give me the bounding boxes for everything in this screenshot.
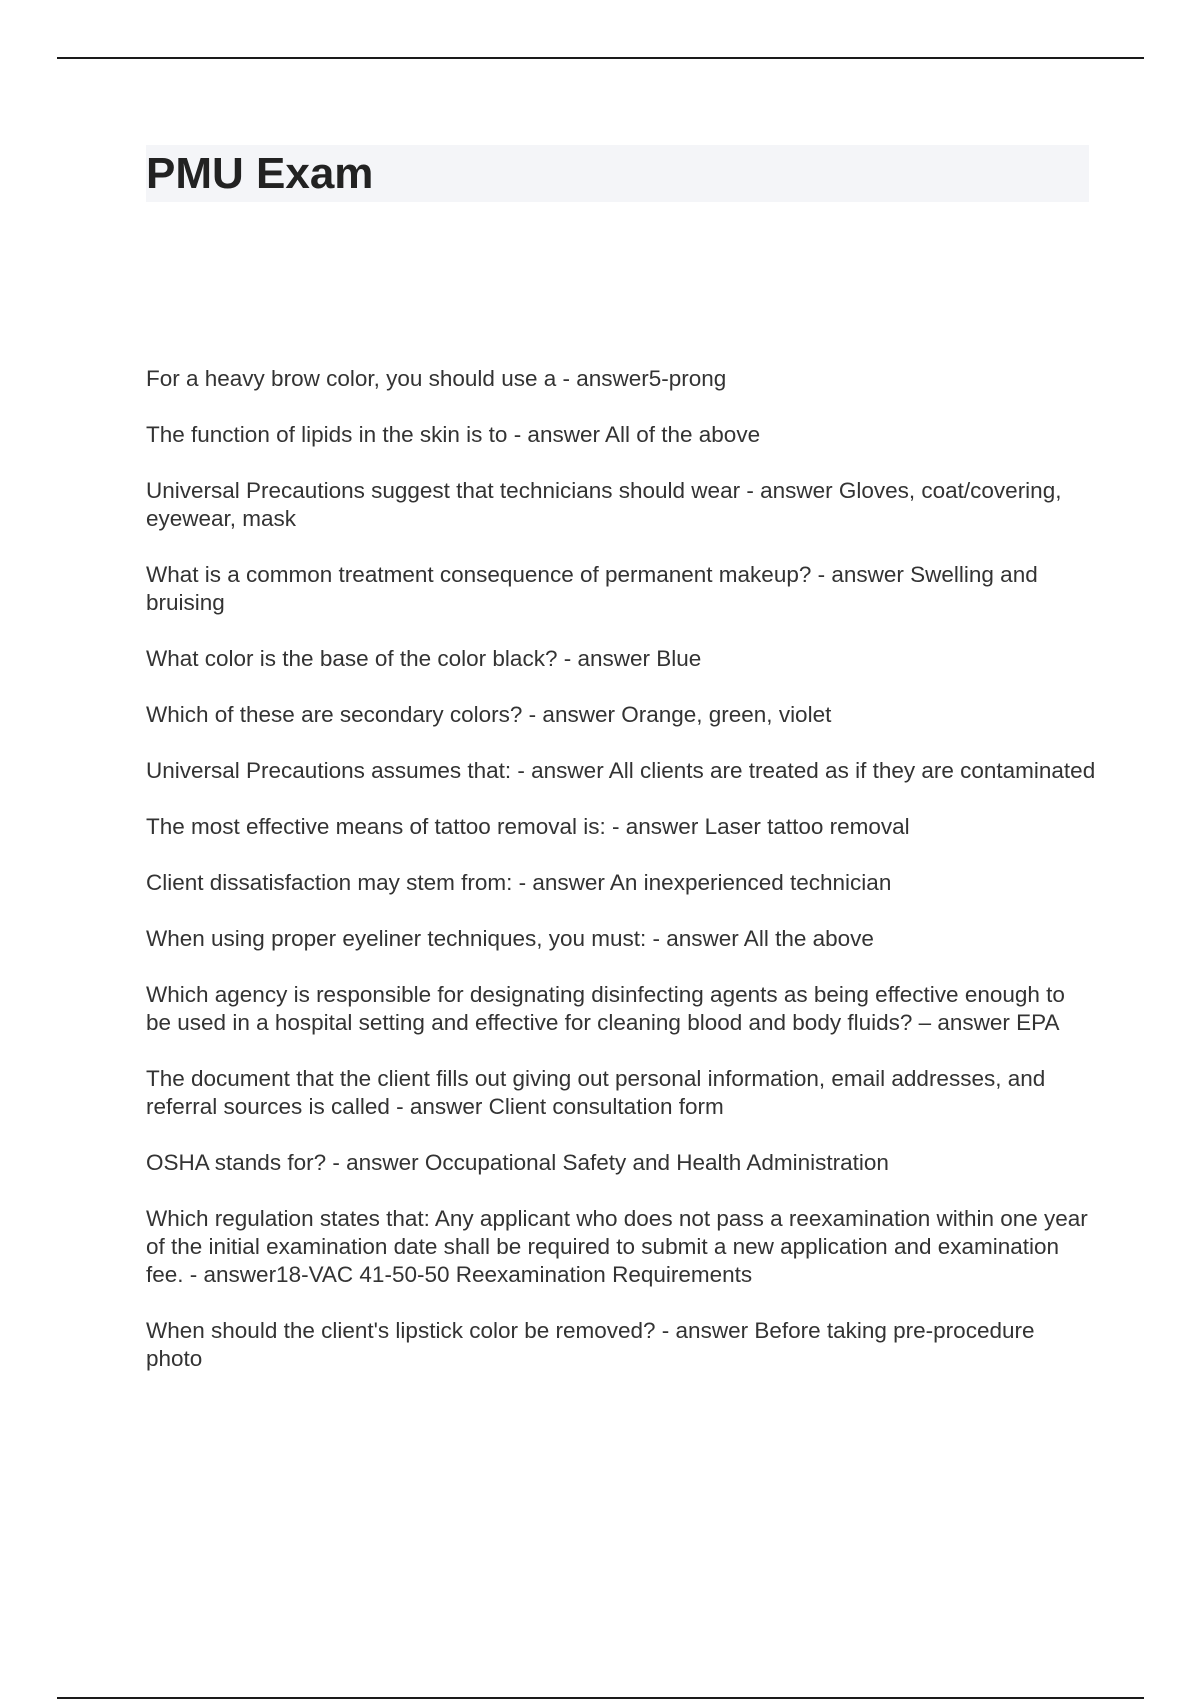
qa-item: Client dissatisfaction may stem from: - answer An inexperienced technician: [146, 870, 892, 895]
qa-item: When using proper eyeliner techniques, you must: - answer All the above: [146, 926, 874, 951]
page-title: PMU Exam: [146, 149, 374, 198]
top-rule: [57, 57, 1144, 59]
qa-item: What color is the base of the color black? - answer Blue: [146, 646, 702, 671]
qa-item: Universal Precautions assumes that: - answer All clients are treated as if they are contaminated: [146, 758, 1096, 783]
qa-item: Universal Precautions suggest that technicians should wear - answer Gloves, coat/covering, eyewear, mask: [146, 478, 1062, 531]
qa-item: When should the client's lipstick color be removed? - answer Before taking pre-procedure photo: [146, 1318, 1035, 1371]
qa-item: Which regulation states that: Any applicant who does not pass a reexamination within one year of the initial examination date shall be required to submit a new application and examination fee. - answer18-VAC 41-50-50 Reexamination Requirements: [146, 1206, 1088, 1287]
qa-item: Which agency is responsible for designating disinfecting agents as being effective enough to be used in a hospital setting and effective for cleaning blood and body fluids? – answer EPA: [146, 982, 1065, 1035]
qa-item: What is a common treatment consequence of permanent makeup? - answer Swelling and bruising: [146, 562, 1038, 615]
qa-item: The function of lipids in the skin is to - answer All of the above: [146, 422, 761, 447]
qa-item: The most effective means of tattoo removal is: - answer Laser tattoo removal: [146, 814, 910, 839]
qa-item: The document that the client fills out giving out personal information, email addresses, and referral sources is called - answer Client consultation form: [146, 1066, 1046, 1119]
qa-item: For a heavy brow color, you should use a - answer5-prong: [146, 366, 727, 391]
qa-item: Which of these are secondary colors? - answer Orange, green, violet: [146, 702, 832, 727]
qa-item: OSHA stands for? - answer Occupational Safety and Health Administration: [146, 1150, 889, 1175]
qa-list: [146, 365, 1096, 1401]
bottom-rule: [57, 1697, 1144, 1699]
